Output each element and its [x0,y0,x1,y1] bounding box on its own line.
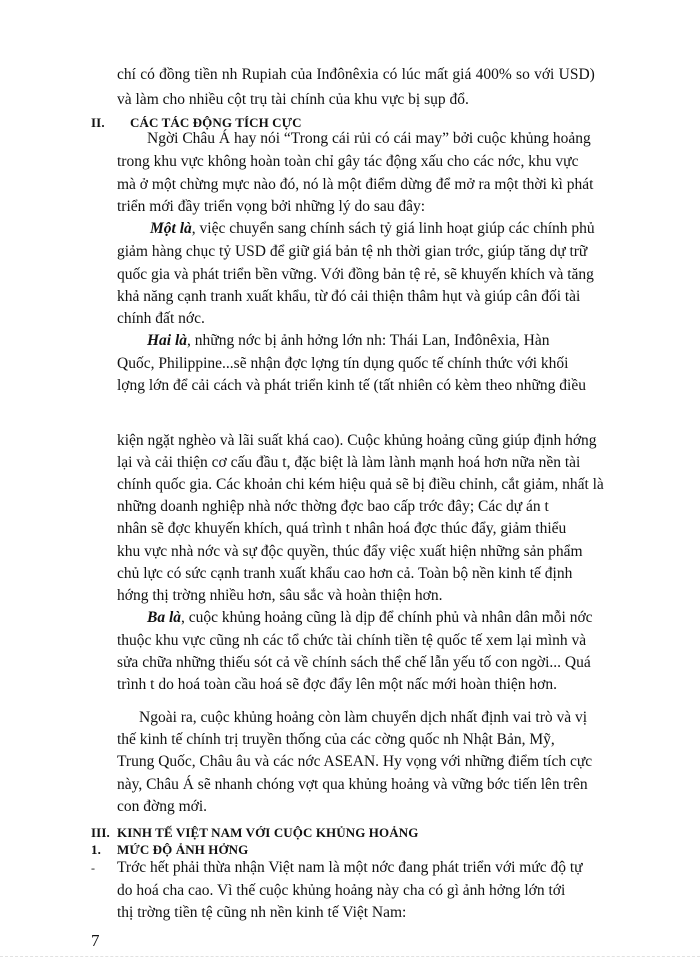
body-line: nhân sẽ đợc khuyến khích, quá trình t nhân hoá đợc thúc đẩy, giảm thiểu [117,520,567,537]
body-line: chính đất nớc. [117,310,205,327]
body-line: con đờng mới. [117,798,208,815]
section-heading: KINH TẾ VIỆT NAM VỚI CUỘC KHỦNG HOẢNG [117,825,419,840]
body-line: này, Châu Á sẽ nhanh chóng vợt qua khủng hoảng và vững bớc tiến lên trên [117,776,588,793]
body-line: quốc gia và phát triển bền vững. Với đồng bản tệ rẻ, sẽ khuyến khích và tăng [117,266,594,283]
body-line: Trớc hết phải thừa nhận Việt nam là một nớc đang phát triển với mức độ tự [117,859,583,876]
body-line: trình t do hoá toàn cầu hoá sẽ đợc đẩy lên một nấc mới hoàn thiện hơn. [117,676,557,693]
body-line: Quốc, Philippine...sẽ nhận đợc lợng tín dụng quốc tế chính thức với khối [117,355,569,372]
page-edge-divider [0,956,700,957]
body-text: , việc chuyển sang chính sách tỷ giá linh hoạt giúp các chính phủ [191,220,595,237]
emphasis-label: Ba là [147,609,182,626]
body-line: khu vực nhà nớc và sự độc quyền, thúc đẩy việc xuất hiện những sản phẩm [117,543,583,560]
body-line: lại và cải thiện cơ cấu đầu t, đặc biệt là làm lành mạnh hoá hơn nữa nền tài [117,454,581,471]
body-line: những doanh nghiệp nhà nớc thờng đợc bao cấp trớc đây; Các dự án t [117,498,549,515]
body-text: , những nớc bị ảnh hởng lớn nh: Thái Lan, Inđônêxia, Hàn [187,332,550,349]
body-line: Ngời Châu Á hay nói “Trong cái rủi có cái may” bởi cuộc khủng hoảng [147,130,591,147]
section-number: II. [91,115,105,130]
body-line: khả năng cạnh tranh xuất khẩu, từ đó cải thiện thâm hụt và giúp cân đối tài [117,288,581,305]
body-line: lợng lớn để cải cách và phát triển kinh tế (tất nhiên có kèm theo những điều [117,377,586,394]
body-line: thế kinh tế chính trị truyền thống của các cờng quốc nh Nhật Bản, Mỹ, [117,731,555,748]
body-line: mà ở một chừng mực nào đó, nó là một điểm dừng để mở ra một thời kì phát [117,176,594,193]
body-line: giảm hàng chục tỷ USD để giữ giá bản tệ nh thời gian trớc, giúp tăng dự trữ [117,243,588,260]
emphasis-label: Hai là [147,332,188,349]
body-line: thuộc khu vực cũng nh các tổ chức tài chính tiền tệ quốc tế xem lại mình và [117,632,587,649]
body-line: chính quốc gia. Các khoản chi kém hiệu quả sẽ bị điều chỉnh, cắt giảm, nhất là [117,476,604,493]
subsection-number: 1. [91,842,101,857]
body-line: chủ lực có sức cạnh tranh xuất khẩu cao hơn cả. Toàn bộ nền kinh tế định [117,565,573,582]
body-line: kiện ngặt nghèo và lãi suất khá cao). Cuộc khủng hoảng cũng giúp định hớng [117,432,597,449]
body-line: do hoá cha cao. Vì thế cuộc khủng hoảng này cha có gì ảnh hởng lớn tới [117,882,566,899]
page-number: 7 [91,931,100,950]
paragraph-first-line [150,219,595,239]
section-number: III. [91,825,110,840]
body-line: thị trờng tiền tệ cũng nh nền kinh tế Việt Nam: [117,904,407,921]
body-line: trong khu vực không hoàn toàn chỉ gây tác động xấu cho các nớc, khu vực [117,153,579,170]
body-line: và làm cho nhiều cột trụ tài chính của khu vực bị sụp đổ. [117,91,469,108]
body-text: , cuộc khủng hoảng cũng là dịp để chính phủ và nhân dân mỗi nớc [181,609,593,626]
body-line: hớng thị trờng nhiều hơn, sâu sắc và hoàn thiện hơn. [117,587,443,604]
section-heading: CÁC TÁC ĐỘNG TÍCH CỰC [130,115,302,130]
body-line: sửa chữa những thiếu sót cả về chính sách thể chế lẫn yếu tố con ngời... Quá [117,654,591,671]
body-line: triển mới đầy triển vọng bởi những lý do sau đây: [117,198,426,215]
bullet-marker: - [91,861,95,875]
paragraph-first-line [147,608,593,628]
body-line: chí có đồng tiền nh Rupiah của Inđônêxia có lúc mất giá 400% so với USD) [117,66,595,83]
emphasis-label: Một là [150,220,192,237]
subsection-heading: MỨC ĐỘ ẢNH HỞNG [117,842,249,857]
paragraph-first-line [147,331,550,351]
body-line: Ngoài ra, cuộc khủng hoảng còn làm chuyển dịch nhất định vai trò và vị [139,709,588,726]
body-line: Trung Quốc, Châu âu và các nớc ASEAN. Hy vọng với những điểm tích cực [117,753,593,770]
